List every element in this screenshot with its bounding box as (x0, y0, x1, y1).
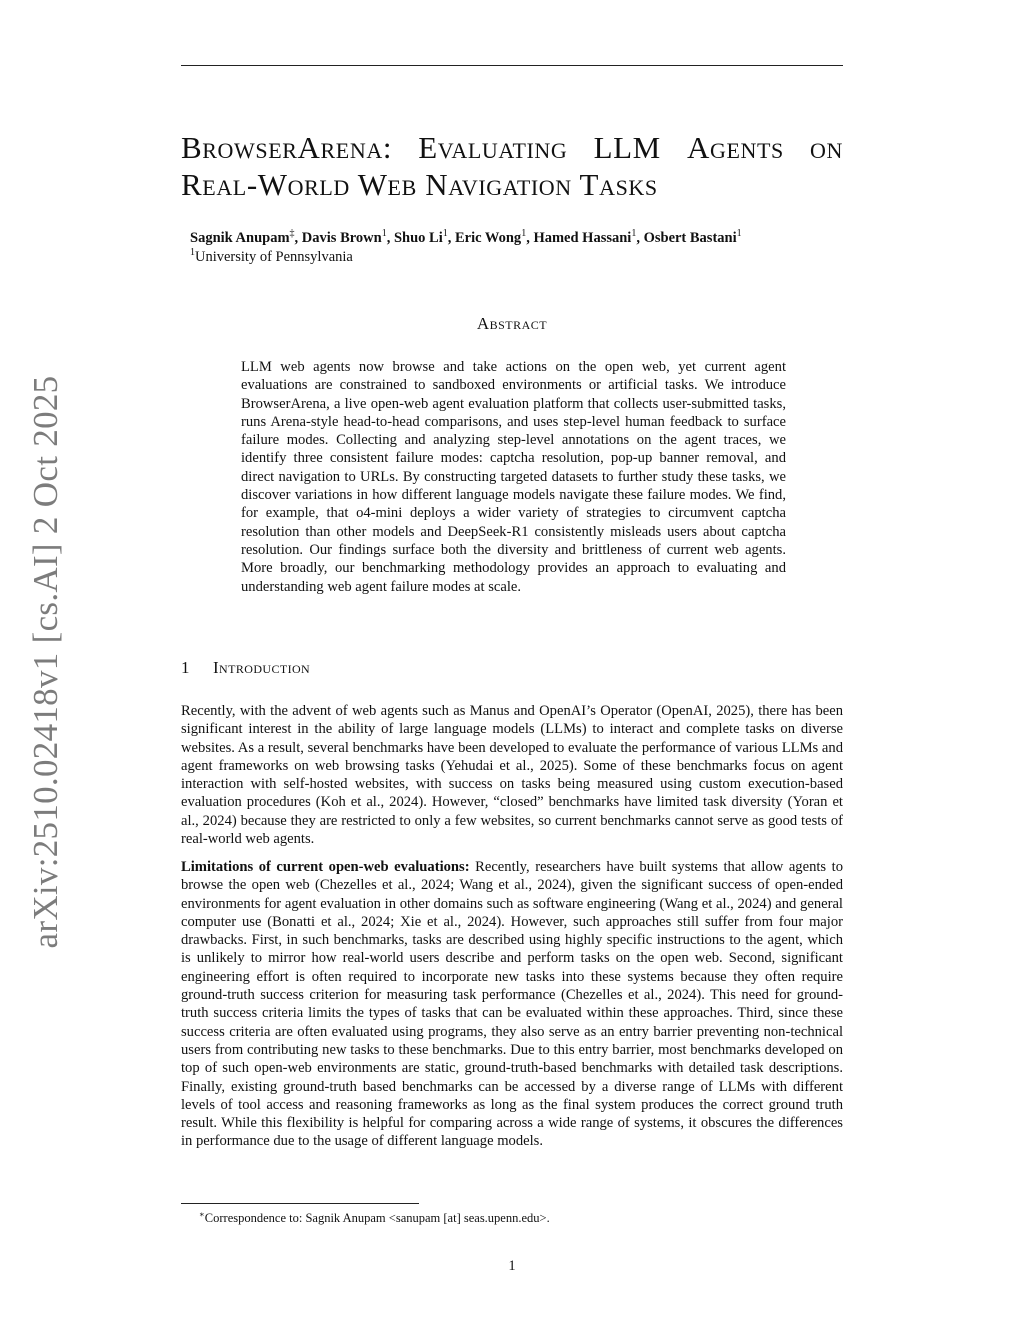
section-heading (181, 658, 310, 678)
paragraph-text: Recently, researchers have built systems that allow agents to browse the open web (Chezelles et al., 2024; Wang et al., 2024), given the significant success of open-ended environments for agent evaluation in other domains such as software engineering (Wang et al., 2024) and general computer use (Bonatti et al., 2024; Xie et al., 2024). However, such approaches still suffer from four major drawbacks. First, in such benchmarks, tasks are described using highly specific instructions to the agent, which is unlikely to mirror how real-world users describe and perform tasks on the open web. Second, significant engineering effort is often required to incorporate new tasks into these systems because they often require ground-truth success criterion for measuring task performance (Chezelles et al., 2024). This need for ground-truth success criteria limits the types of tasks that can be evaluated within these approaches. Third, since these success criteria are often evaluated using programs, they also serve as an entry barrier preventing non-technical users from contributing new tasks to these benchmarks. Due to this entry barrier, most benchmarks developed on top of such open-web environments are static, ground-truth-based benchmarks with detailed task descriptions. Finally, existing ground-truth based benchmarks can be accessed by a diverse range of LLMs with different levels of tool access and reasoning frameworks as long as the final system produces the correct ground truth result. While this flexibility is helpful for comparing across a wide range of systems, it obscures the differences in performance due to the usage of different language models. (181, 859, 843, 1150)
affil-mark: 1 (190, 247, 195, 258)
author-name: Shuo Li (393, 229, 443, 246)
arxiv-stamp-text: arXiv:2510.02418v1 [cs.AI] 2 Oct 2025 (26, 375, 65, 949)
abstract-heading: Abstract (476, 314, 548, 333)
title-word: Agents (686, 130, 784, 165)
author-name: Hamed Hassani (533, 229, 632, 246)
affil-mark: 1 (521, 228, 527, 239)
author-name: Sagnik Anupam (190, 229, 290, 246)
author-name: Osbert Bastani (643, 229, 737, 246)
footnote (199, 1209, 550, 1226)
author-list: Sagnik Anupam‡, Davis Brown$^1$, Shuo Li$^1$, Eric Wong$^1$, Hamed Hassani$^1$, Osbert Bastani$^1$ (190, 228, 742, 246)
affil-mark: 1 (381, 228, 387, 239)
affiliation (190, 247, 353, 266)
affil-mark: 1 (442, 228, 448, 239)
author-name: Eric Wong (454, 229, 522, 246)
title-word: on (810, 130, 843, 165)
title-word: BrowserArena: (181, 130, 393, 165)
author-mark: ‡ (289, 228, 295, 239)
footnote-mark: ∗ (199, 1209, 205, 1219)
title-line-1 (181, 129, 843, 166)
footnote-text: Correspondence to: Sagnik Anupam <sanupam [at] seas.upenn.edu>. (204, 1211, 550, 1226)
abstract-body: LLM web agents now browse and take actions on the open web, yet current agent evaluations are constrained to sandboxed environments or artificial tasks. We introduce BrowserArena, a live open-web agent evaluation platform that collects user-submitted tasks, runs Arena-style head-to-head comparisons, and uses step-level human feedback to surface failure modes. Collecting and analyzing step-level annotations on the agent traces, we identify three consistent failure modes: captcha resolution, pop-up banner removal, and direct navigation to URLs. By constructing targeted datasets to further study these tasks, we discover variations in how different language models navigate these failure modes. We find, for example, that o4-mini deploys a wider variety of strategies to circumvent captcha resolution than other models and DeepSeek-R1 consistently misleads users about captcha resolution. Our findings surface both the diversity and brittleness of current web agents. More broadly, our benchmarking methodology provides an approach to evaluating and understanding web agent failure modes at scale. (241, 359, 786, 595)
intro-paragraph-1: Recently, with the advent of web agents such as Manus and OpenAI’s Operator (OpenAI, 2025), there has been significant interest in the ability of large language models (LLMs) to interact and complete tasks on diverse websites. As a result, several benchmarks have been developed to evaluate the performance of various LLMs and agent frameworks on web browsing tasks (Yehudai et al., 2025). Some of these benchmarks focus on agent interaction with self-hosted websites, with success on tasks being measured using custom execution-based evaluation procedures (Koh et al., 2024). However, “closed” benchmarks have limited task diversity (Yoran et al., 2024) because they are restricted to only a few websites, so current benchmarks cannot serve as good tests of real-world web agents. (181, 703, 843, 848)
intro-paragraph-2 (181, 858, 843, 1151)
title-word: Evaluating (418, 130, 568, 165)
top-rule (181, 65, 843, 66)
page-number: 1 (508, 1258, 516, 1274)
section-title: Introduction (213, 658, 311, 677)
section-number: 1 (181, 658, 190, 677)
affil-mark: 1 (736, 228, 742, 239)
author-name: Davis Brown (301, 229, 382, 246)
affiliation-name: University of Pennsylvania (195, 248, 353, 265)
paragraph-lead: Limitations of current open-web evaluations: (181, 859, 470, 875)
title-word: LLM (593, 130, 661, 165)
paper-title (181, 129, 843, 203)
affil-mark: 1 (631, 228, 637, 239)
title-line-2: Real-World Web Navigation Tasks (181, 167, 658, 202)
footnote-rule (181, 1203, 419, 1204)
